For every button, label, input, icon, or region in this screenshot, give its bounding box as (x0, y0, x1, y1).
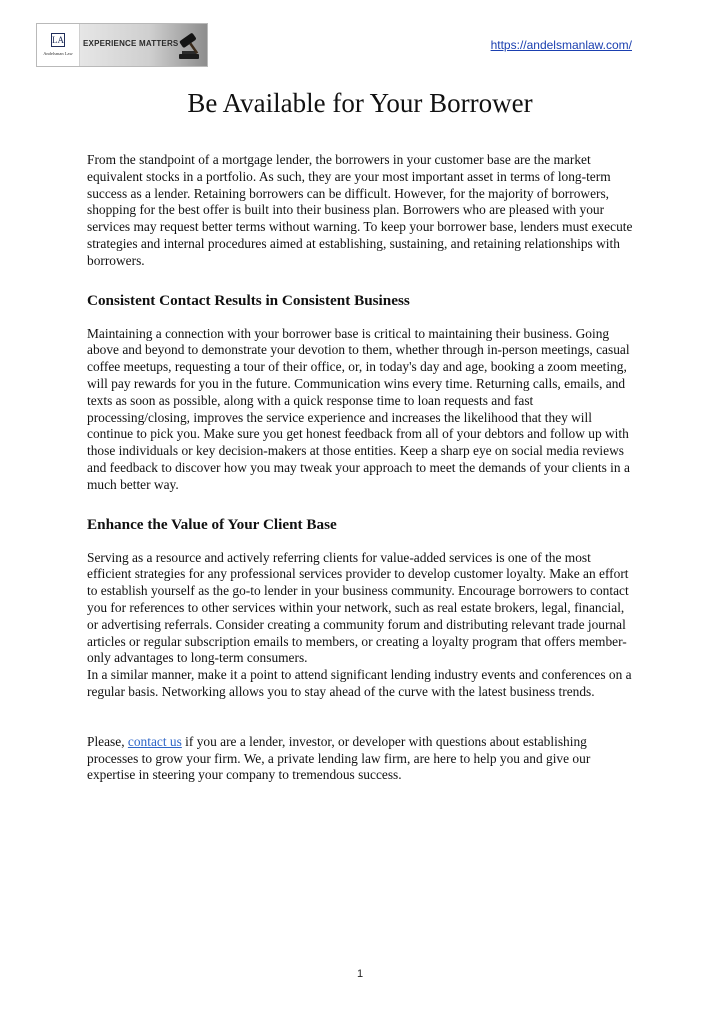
contact-us-link[interactable]: contact us (127, 733, 182, 749)
section-heading: Enhance the Value of Your Client Base (87, 515, 337, 533)
document-body (87, 152, 635, 784)
logo-emblem (37, 24, 80, 66)
section-paragraph: Serving as a resource and actively referring clients for value-added services is one of the most efficient strategies for any professional services provider to develop customer loyalty. Make an effort to establish yourself as the go-to lender in your business community. Encourage borrowers to contact you for references to other services within your network, such as real estate brokers, legal, financial, or advertising referrals. Consider creating a community forum and distributing relevant trade journal articles or regular subscription emails to members, or creating a loyalty program that offers member-only advantages to long-term consumers. (87, 549, 629, 666)
website-url-link[interactable]: https://andelsmanlaw.com/ (490, 38, 632, 52)
closing-text-lead: Please, (87, 733, 128, 749)
firm-logo[interactable] (36, 23, 208, 67)
closing-text-rest: if you are a lender, investor, or developer with questions about establishing processes to grow your firm. We, a private lending law firm, are here to help you and give our expertise in steering your company to tremendous success. (87, 733, 591, 783)
logo-tagline: EXPERIENCE MATTERS (83, 39, 179, 48)
section-paragraph: In a similar manner, make it a point to attend significant lending industry events and conferences on a regular basis. Networking allows you to stay ahead of the curve with the latest business trends. (87, 667, 632, 699)
section-paragraph: Maintaining a connection with your borrower base is critical to maintaining their business. Going above and beyond to demonstrate your devotion to them, whether through in-person meetings, casual coffee meetups, requesting a tour of their office, or, in today's day and age, booking a zoom meeting, will pay rewards for you in the future. Communication wins every time. Returning calls, emails, and texts as soon as possible, along with a quick response time to loan requests and fast processing/closing, improves the service experience and increases the likelihood that they will continue to pick you. Make sure you get honest feedback from all of your debtors and follow up with those individuals or key decision-makers at those entities. Keep a sharp eye on social media reviews and feedback to discover how you may tweak your approach to meet the demands of your clients in a much better way. (87, 325, 630, 492)
closing-paragraph (87, 734, 635, 784)
page-title: Be Available for Your Borrower (187, 88, 533, 118)
intro-paragraph: From the standpoint of a mortgage lender, the borrowers in your customer base are the market equivalent stocks in a portfolio. As such, they are your most important asset in terms of long-term success as a lender. Retaining borrowers can be difficult. However, for the majority of borrowers, shopping for the best offer is built into their business plan. Borrowers who are pleased with your services may request better terms without warning. To keep your borrower base, lenders must execute strategies and internal procedures aimed at establishing, sustaining, and retaining relationships with borrowers. (87, 152, 633, 268)
section-heading: Consistent Contact Results in Consistent Business (87, 291, 410, 309)
logo-monogram: LA (52, 35, 64, 45)
logo-firm-name: Andelsman Law (43, 51, 73, 56)
page-number: 1 (356, 968, 364, 980)
gavel-icon (175, 30, 203, 62)
